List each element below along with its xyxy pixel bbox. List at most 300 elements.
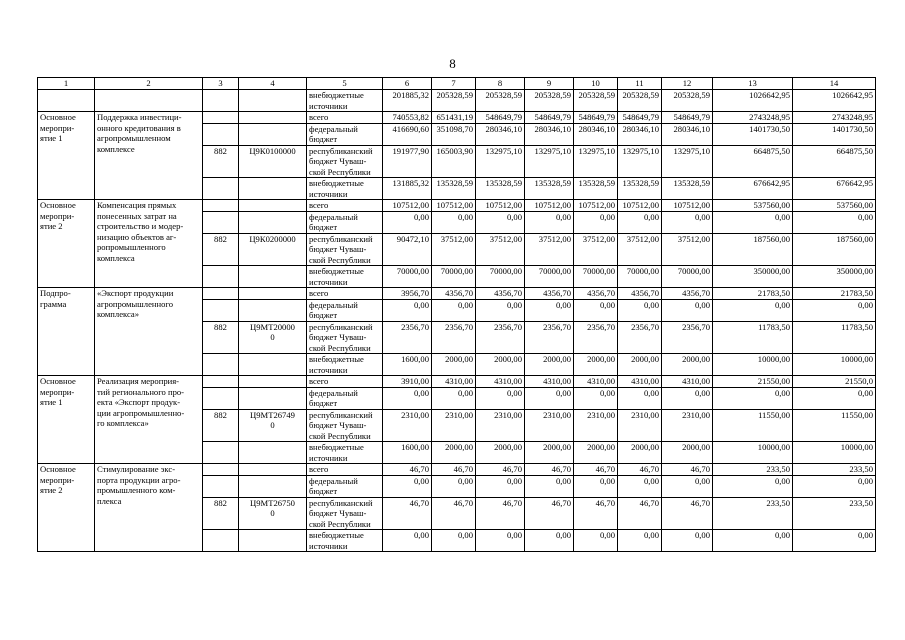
value-cell: 280346,10 (476, 123, 525, 145)
empty-cell (239, 387, 307, 409)
value-cell: 132975,10 (574, 145, 618, 178)
value-cell: 46,70 (662, 497, 713, 530)
value-cell: 4356,70 (525, 288, 574, 300)
value-cell: 0,00 (713, 211, 793, 233)
text-line: бюджет (309, 398, 338, 408)
text-line: промышленного ком- (97, 485, 176, 495)
empty-cell (203, 442, 239, 464)
value-cell: 70000,00 (525, 266, 574, 288)
text-line: ции агропромышленно- (97, 407, 185, 418)
measure-name-cell (95, 464, 203, 552)
value-cell: 2000,00 (662, 442, 713, 464)
value-cell: 2000,00 (574, 442, 618, 464)
text-line: бюджет (309, 134, 338, 144)
value-cell: 46,70 (525, 497, 574, 530)
value-cell: 4310,00 (574, 376, 618, 388)
value-cell: 280346,10 (574, 123, 618, 145)
text-line: Основное (40, 112, 76, 122)
value-cell: 676642,95 (793, 178, 876, 200)
value-cell: 4310,00 (476, 376, 525, 388)
value-cell: 70000,00 (618, 266, 662, 288)
value-cell: 21783,50 (713, 288, 793, 300)
text-line: бюджет (309, 222, 338, 232)
value-cell: 740553,82 (383, 112, 432, 124)
value-cell: 2310,00 (476, 409, 525, 442)
value-cell: 2356,70 (662, 321, 713, 354)
text-line: комплексе (97, 143, 135, 154)
funding-source-cell (307, 90, 383, 112)
value-cell: 2743248,95 (793, 112, 876, 124)
text-line: Ц9МТ20000 (250, 321, 295, 332)
funding-source-cell (307, 211, 383, 233)
text-line: бюджет Чуваш- (309, 420, 367, 430)
value-cell: 46,70 (383, 464, 432, 476)
text-line: Подпро- (40, 288, 71, 298)
value-cell: 46,70 (662, 464, 713, 476)
value-cell: 2310,00 (574, 409, 618, 442)
value-cell: 11783,50 (713, 321, 793, 354)
text-line: «Экспорт продукции (97, 288, 174, 298)
empty-cell (203, 178, 239, 200)
empty-cell (239, 464, 307, 476)
text-line: 0 (270, 508, 275, 518)
text-line: тий регионального про- (97, 386, 185, 397)
value-cell: 132975,10 (662, 145, 713, 178)
value-cell: 0,00 (525, 211, 574, 233)
text-line: федеральный (309, 387, 358, 398)
funding-source-cell (307, 464, 383, 476)
value-cell: 46,70 (432, 497, 476, 530)
text-line: республиканский (309, 233, 373, 244)
column-header: 4 (239, 78, 307, 90)
value-cell: 233,50 (713, 464, 793, 476)
value-cell: 205328,59 (432, 90, 476, 112)
value-cell: 0,00 (618, 475, 662, 497)
text-line: комплекса (97, 252, 135, 263)
value-cell: 132975,10 (476, 145, 525, 178)
text-line: Ц9МТ26749 (250, 409, 295, 420)
value-cell: 537560,00 (713, 200, 793, 212)
empty-cell (239, 475, 307, 497)
text-line: Поддержка инвестици- (97, 112, 182, 122)
value-cell: 0,00 (793, 387, 876, 409)
value-cell: 548649,79 (476, 112, 525, 124)
text-line: внебюджетные (309, 442, 364, 452)
value-cell: 2000,00 (525, 354, 574, 376)
admin-code-cell: 882 (203, 409, 239, 442)
value-cell: 201885,32 (383, 90, 432, 112)
funding-source-cell (307, 475, 383, 497)
value-cell: 46,70 (574, 464, 618, 476)
value-cell: 135328,59 (525, 178, 574, 200)
column-header: 7 (432, 78, 476, 90)
value-cell: 0,00 (662, 299, 713, 321)
value-cell: 0,00 (662, 211, 713, 233)
empty-cell (203, 376, 239, 388)
value-cell: 11550,00 (793, 409, 876, 442)
text-line: республиканский (309, 497, 373, 508)
page-number: 8 (449, 56, 456, 71)
value-cell: 10000,00 (793, 354, 876, 376)
measure-type-cell (38, 288, 95, 376)
value-cell: 70000,00 (662, 266, 713, 288)
value-cell: 107512,00 (618, 200, 662, 212)
budget-table (37, 77, 876, 552)
value-cell: 2356,70 (525, 321, 574, 354)
text-line: источники (309, 452, 348, 463)
value-cell: 548649,79 (618, 112, 662, 124)
value-cell: 2356,70 (432, 321, 476, 354)
measure-type-cell (38, 200, 95, 288)
column-header: 9 (525, 78, 574, 90)
admin-code-cell: 882 (203, 145, 239, 178)
text-line: всего (309, 200, 329, 210)
empty-cell (239, 200, 307, 212)
budget-code-cell (239, 497, 307, 530)
empty-cell (203, 112, 239, 124)
text-line: ятие 1 (40, 397, 63, 407)
funding-source-cell (307, 497, 383, 530)
text-line: республиканский (309, 145, 373, 156)
value-cell: 0,00 (476, 211, 525, 233)
empty-cell (203, 299, 239, 321)
text-line: агропромышленном (97, 133, 171, 143)
value-cell: 0,00 (432, 530, 476, 552)
text-line: республиканский (309, 409, 373, 420)
empty-cell (203, 475, 239, 497)
text-line: республиканский (309, 321, 373, 332)
value-cell: 2000,00 (525, 442, 574, 464)
value-cell: 0,00 (574, 475, 618, 497)
text-line: 0 (270, 420, 275, 430)
value-cell: 4356,70 (476, 288, 525, 300)
empty-cell (239, 90, 307, 112)
value-cell: 0,00 (525, 299, 574, 321)
measure-type-cell (38, 112, 95, 200)
value-cell: 205328,59 (574, 90, 618, 112)
value-cell: 11783,50 (793, 321, 876, 354)
value-cell: 2310,00 (662, 409, 713, 442)
empty-cell (95, 90, 203, 112)
measure-name-cell (95, 200, 203, 288)
text-line: источники (309, 540, 348, 551)
value-cell: 2356,70 (574, 321, 618, 354)
value-cell: 0,00 (662, 475, 713, 497)
empty-cell (203, 464, 239, 476)
text-line: бюджет Чуваш- (309, 332, 367, 342)
value-cell: 537560,00 (793, 200, 876, 212)
funding-source-cell (307, 266, 383, 288)
value-cell: 0,00 (525, 387, 574, 409)
value-cell: 0,00 (383, 211, 432, 233)
value-cell: 107512,00 (432, 200, 476, 212)
table-body (38, 90, 876, 552)
value-cell: 21550,00 (713, 376, 793, 388)
empty-cell (239, 442, 307, 464)
budget-code-cell (239, 145, 307, 178)
value-cell: 0,00 (476, 530, 525, 552)
funding-source-cell (307, 321, 383, 354)
text-line: ропромышленного (97, 242, 166, 252)
value-cell: 2000,00 (432, 442, 476, 464)
value-cell: 2000,00 (476, 442, 525, 464)
budget-code-cell (239, 321, 307, 354)
text-line: федеральный (309, 211, 358, 222)
value-cell: 280346,10 (662, 123, 713, 145)
empty-cell (239, 288, 307, 300)
column-header: 14 (793, 78, 876, 90)
funding-source-cell (307, 387, 383, 409)
text-line: грамма (40, 298, 67, 309)
column-header: 1 (38, 78, 95, 90)
value-cell: 46,70 (476, 497, 525, 530)
text-line: го комплекса» (97, 418, 149, 428)
value-cell: 0,00 (713, 299, 793, 321)
text-line: Ц9К0100000 (249, 145, 296, 156)
value-cell: 10000,00 (713, 442, 793, 464)
measure-type-cell (38, 464, 95, 552)
text-line: строительство и модер- (97, 221, 184, 231)
value-cell: 2356,70 (383, 321, 432, 354)
text-line: всего (309, 376, 329, 386)
value-cell: 205328,59 (662, 90, 713, 112)
value-cell: 0,00 (574, 211, 618, 233)
value-cell: 2743248,95 (713, 112, 793, 124)
value-cell: 131885,32 (383, 178, 432, 200)
value-cell: 4310,00 (618, 376, 662, 388)
value-cell: 0,00 (383, 299, 432, 321)
value-cell: 233,50 (793, 464, 876, 476)
value-cell: 0,00 (618, 211, 662, 233)
empty-cell (203, 90, 239, 112)
text-line: бюджет Чуваш- (309, 508, 367, 518)
value-cell: 107512,00 (476, 200, 525, 212)
measure-name-cell (95, 376, 203, 464)
text-line: ятие 2 (40, 485, 63, 495)
empty-cell (239, 376, 307, 388)
funding-source-cell (307, 233, 383, 266)
text-line: комплекса» (97, 309, 140, 319)
value-cell: 0,00 (662, 387, 713, 409)
text-line: внебюджетные (309, 178, 364, 188)
column-header: 6 (383, 78, 432, 90)
value-cell: 351098,70 (432, 123, 476, 145)
text-line: Основное (40, 464, 76, 474)
value-cell: 10000,00 (793, 442, 876, 464)
admin-code-cell: 882 (203, 233, 239, 266)
text-line: онного кредитования в (97, 122, 181, 133)
value-cell: 46,70 (618, 464, 662, 476)
value-cell: 548649,79 (574, 112, 618, 124)
value-cell: 191977,90 (383, 145, 432, 178)
value-cell: 0,00 (525, 530, 574, 552)
text-line: Основное (40, 200, 76, 210)
text-line: меропри- (40, 122, 75, 133)
value-cell: 2310,00 (525, 409, 574, 442)
value-cell: 0,00 (383, 475, 432, 497)
empty-cell (203, 288, 239, 300)
funding-source-cell (307, 178, 383, 200)
value-cell: 2356,70 (618, 321, 662, 354)
value-cell: 0,00 (618, 299, 662, 321)
value-cell: 676642,95 (713, 178, 793, 200)
text-line: плекса (97, 495, 122, 506)
value-cell: 37512,00 (662, 233, 713, 266)
text-line: 0 (270, 332, 275, 342)
value-cell: 46,70 (525, 464, 574, 476)
column-header: 13 (713, 78, 793, 90)
value-cell: 37512,00 (476, 233, 525, 266)
text-line: Основное (40, 376, 76, 386)
value-cell: 107512,00 (525, 200, 574, 212)
text-line: внебюджетные (309, 90, 364, 100)
value-cell: 548649,79 (662, 112, 713, 124)
value-cell: 46,70 (574, 497, 618, 530)
value-cell: 205328,59 (618, 90, 662, 112)
value-cell: 0,00 (383, 387, 432, 409)
value-cell: 2000,00 (476, 354, 525, 376)
value-cell: 135328,59 (618, 178, 662, 200)
value-cell: 46,70 (618, 497, 662, 530)
value-cell: 280346,10 (618, 123, 662, 145)
empty-cell (203, 530, 239, 552)
value-cell: 0,00 (574, 299, 618, 321)
value-cell: 132975,10 (618, 145, 662, 178)
table-row (38, 200, 876, 212)
value-cell: 70000,00 (383, 266, 432, 288)
value-cell: 0,00 (432, 475, 476, 497)
value-cell: 70000,00 (432, 266, 476, 288)
value-cell: 21783,50 (793, 288, 876, 300)
text-line: всего (309, 112, 329, 122)
value-cell: 3956,70 (383, 288, 432, 300)
empty-cell (239, 211, 307, 233)
empty-cell (239, 123, 307, 145)
value-cell: 4356,70 (574, 288, 618, 300)
measure-type-cell (38, 376, 95, 464)
value-cell: 548649,79 (525, 112, 574, 124)
value-cell: 1026642,95 (713, 90, 793, 112)
empty-cell (239, 266, 307, 288)
value-cell: 2310,00 (618, 409, 662, 442)
column-header: 11 (618, 78, 662, 90)
column-header: 2 (95, 78, 203, 90)
column-header: 3 (203, 78, 239, 90)
value-cell: 70000,00 (574, 266, 618, 288)
value-cell: 416690,60 (383, 123, 432, 145)
admin-code-cell: 882 (203, 497, 239, 530)
value-cell: 0,00 (432, 299, 476, 321)
value-cell: 4310,00 (432, 376, 476, 388)
value-cell: 280346,10 (525, 123, 574, 145)
value-cell: 187560,00 (713, 233, 793, 266)
text-line: бюджет Чуваш- (309, 244, 367, 254)
column-header: 5 (307, 78, 383, 90)
text-line: ятие 2 (40, 221, 63, 231)
value-cell: 1600,00 (383, 354, 432, 376)
funding-source-cell (307, 354, 383, 376)
value-cell: 350000,00 (713, 266, 793, 288)
text-line: меропри- (40, 210, 75, 221)
value-cell: 107512,00 (662, 200, 713, 212)
empty-cell (203, 354, 239, 376)
value-cell: 135328,59 (662, 178, 713, 200)
empty-cell (239, 299, 307, 321)
value-cell: 0,00 (476, 387, 525, 409)
value-cell: 0,00 (476, 299, 525, 321)
value-cell: 46,70 (476, 464, 525, 476)
empty-cell (239, 530, 307, 552)
empty-cell (203, 211, 239, 233)
budget-code-cell (239, 233, 307, 266)
text-line: всего (309, 288, 329, 298)
funding-source-cell (307, 299, 383, 321)
value-cell: 2310,00 (432, 409, 476, 442)
value-cell: 233,50 (793, 497, 876, 530)
budget-code-cell (239, 409, 307, 442)
text-line: ятие 1 (40, 133, 63, 143)
value-cell: 0,00 (793, 299, 876, 321)
funding-source-cell (307, 145, 383, 178)
value-cell: 135328,59 (432, 178, 476, 200)
value-cell: 90472,10 (383, 233, 432, 266)
column-header: 10 (574, 78, 618, 90)
value-cell: 0,00 (525, 475, 574, 497)
empty-cell (203, 387, 239, 409)
text-line: Реализация мероприя- (97, 376, 180, 386)
text-line: ской Республики (309, 166, 371, 177)
text-line: Ц9МТ26750 (250, 497, 295, 508)
value-cell: 2000,00 (432, 354, 476, 376)
value-cell: 0,00 (574, 530, 618, 552)
value-cell: 2310,00 (383, 409, 432, 442)
value-cell: 37512,00 (618, 233, 662, 266)
empty-cell (38, 90, 95, 112)
value-cell: 107512,00 (383, 200, 432, 212)
text-line: меропри- (40, 474, 75, 485)
value-cell: 1401730,50 (793, 123, 876, 145)
text-line: низацию объектов аг- (97, 231, 177, 242)
value-cell: 4356,70 (432, 288, 476, 300)
value-cell: 2000,00 (618, 442, 662, 464)
funding-source-cell (307, 530, 383, 552)
text-line: агропромышленного (97, 298, 173, 309)
value-cell: 233,50 (713, 497, 793, 530)
value-cell: 664875,50 (713, 145, 793, 178)
text-line: бюджет (309, 310, 338, 320)
value-cell: 46,70 (432, 464, 476, 476)
value-cell: 0,00 (713, 475, 793, 497)
text-line: ской Республики (309, 430, 371, 441)
text-line: внебюджетные (309, 530, 364, 540)
value-cell: 1401730,50 (713, 123, 793, 145)
text-line: источники (309, 188, 348, 199)
value-cell: 2000,00 (662, 354, 713, 376)
value-cell: 0,00 (793, 475, 876, 497)
value-cell: 70000,00 (476, 266, 525, 288)
text-line: источники (309, 100, 348, 111)
text-line: бюджет (309, 486, 338, 496)
funding-source-cell (307, 123, 383, 145)
carryover-row (38, 90, 876, 112)
value-cell: 37512,00 (574, 233, 618, 266)
text-line: источники (309, 364, 348, 375)
text-line: Стимулирование экс- (97, 464, 176, 474)
value-cell: 664875,50 (793, 145, 876, 178)
text-line: понесенных затрат на (97, 210, 177, 221)
value-cell: 4356,70 (618, 288, 662, 300)
value-cell: 4310,00 (525, 376, 574, 388)
